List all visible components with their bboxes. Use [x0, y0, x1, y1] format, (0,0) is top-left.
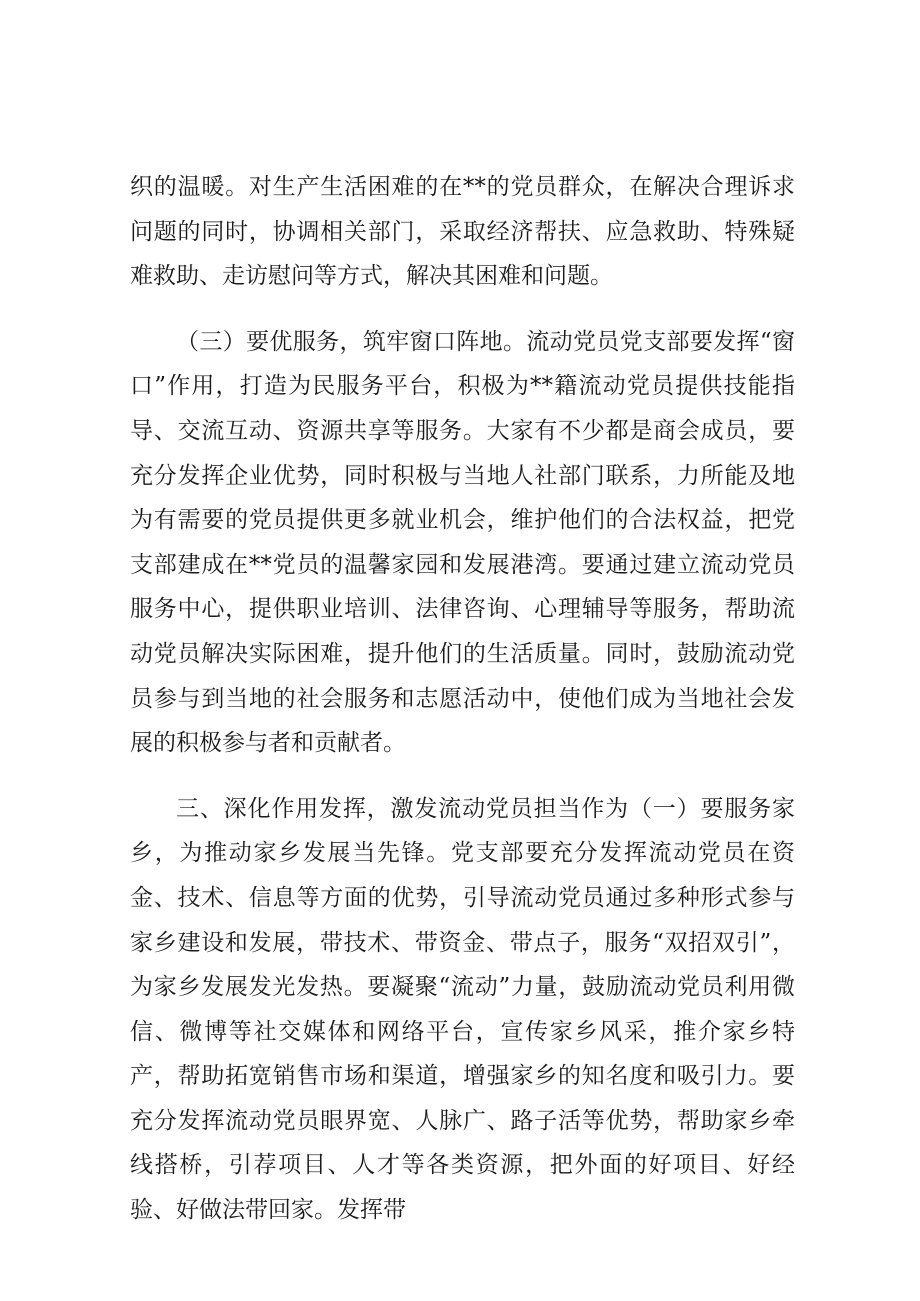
paragraph-1: 织的温暖。对生产生活困难的在**的党员群众，在解决合理诉求问题的同时，协调相关部门，采取经济帮扶、应急救助、特殊疑难救助、走访慰问等方式，解决其困难和问题。 [130, 174, 795, 290]
paragraph-2: （三）要优服务，筑牢窗口阵地。流动党员党支部要发挥“窗口”作用，打造为民服务平台，积极为**籍流动党员提供技能指导、交流互动、资源共享等服务。大家有不少都是商会成员，要充分发挥企业优势，同时积极与当地人社部门联系，力所能及地为有需要的党员提供更多就业机会，维护他们的合法权益，把党支部建成在**党员的温馨家园和发展港湾。要通过建立流动党员服务中心，提供职业培训、法律咨询、心理辅导等服务，帮助流动党员解决实际困难，提升他们的生活质量。同时，鼓励流动党员参与到当地的社会服务和志愿活动中，使他们成为当地社会发展的积极参与者和贡献者。 [130, 328, 795, 757]
paragraph-3: 三、深化作用发挥，激发流动党员担当作为（一）要服务家乡，为推动家乡发展当先锋。党支部要充分发挥流动党员在资金、技术、信息等方面的优势，引导流动党员通过多种形式参与家乡建设和发展，带技术、带资金、带点子，服务“双招双引”，为家乡发展发光发热。要凝聚“流动”力量，鼓励流动党员利用微信、微博等社交媒体和网络平台，宣传家乡风采，推介家乡特产，帮助拓宽销售市场和渠道，增强家乡的知名度和吸引力。要充分发挥流动党员眼界宽、人脉广、路子活等优势，帮助家乡牵线搭桥，引荐项目、人才等各类资源，把外面的好项目、好经验、好做法带回家。发挥带 [130, 795, 795, 1224]
document-body [130, 165, 795, 1254]
